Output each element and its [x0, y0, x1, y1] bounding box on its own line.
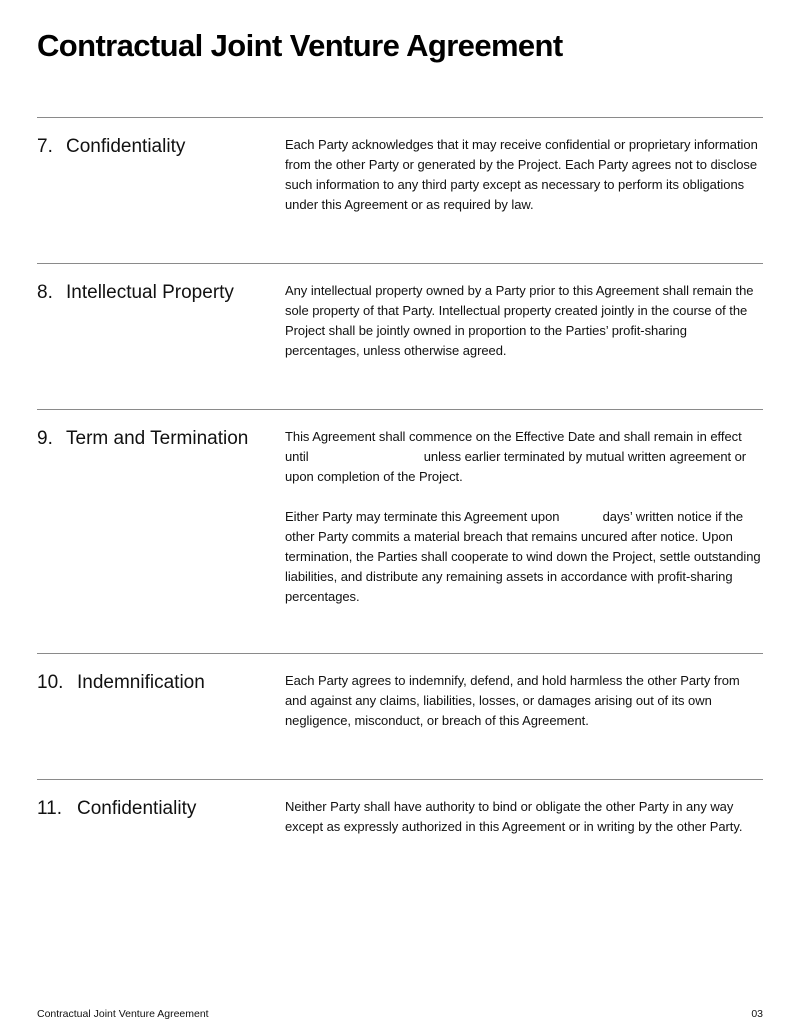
- section-body: [285, 671, 763, 731]
- section-indemnification: [37, 653, 763, 779]
- section-heading: [37, 428, 277, 450]
- page-title: Contractual Joint Venture Agreement: [37, 28, 563, 63]
- section-heading: [37, 672, 277, 694]
- section-title: Intellectual Property: [66, 282, 234, 303]
- section-paragraph: Each Party acknowledges that it may receive confidential or proprietary information from the other Party or generated by the Project. Each Party agrees not to disclose such information to any third party except as necessary to perform its obligations under this Agreement or as required by law.: [285, 137, 758, 212]
- section-number: 7.: [37, 136, 53, 157]
- term-text-end: unless earlier terminated by mutual written agreement or upon completion of the Project.: [285, 449, 747, 484]
- section-title: Indemnification: [77, 672, 205, 693]
- term-text-start: This Agreement shall commence on the Effective Date and shall remain in effect until: [285, 429, 742, 464]
- section-number: 11.: [37, 798, 63, 819]
- section-confidentiality: [37, 117, 763, 263]
- section-body: [285, 281, 763, 361]
- section-number: 9.: [37, 428, 53, 449]
- notice-text-start: Either Party may terminate this Agreement upon: [285, 509, 560, 524]
- section-authority: [37, 779, 763, 880]
- section-number: 8.: [37, 282, 53, 303]
- footer-title: Contractual Joint Venture Agreement: [37, 1008, 209, 1020]
- section-number: 10.: [37, 672, 64, 693]
- section-heading: [37, 136, 277, 158]
- section-title: Confidentiality: [77, 798, 197, 819]
- section-heading: [37, 282, 277, 304]
- section-body: [285, 797, 763, 837]
- section-title: Term and Termination: [66, 428, 249, 449]
- term-paragraph: [285, 427, 763, 487]
- section-body: [285, 135, 763, 215]
- section-body: [285, 427, 763, 607]
- notice-paragraph: [285, 507, 763, 607]
- section-intellectual-property: [37, 263, 763, 409]
- page-number: 03: [751, 1008, 763, 1020]
- section-paragraph: Any intellectual property owned by a Party prior to this Agreement shall remain the sole property of that Party. Intellectual property created jointly in the course of the Project shall be jointly owned in proportion to the Parties’ profit-sharing percentages, unless otherwise agreed.: [285, 283, 754, 358]
- section-paragraph: Neither Party shall have authority to bind or obligate the other Party in any way except as expressly authorized in this Agreement or in writing by the other Party.: [285, 799, 743, 834]
- page-footer: [37, 1008, 763, 1020]
- section-heading: [37, 798, 277, 820]
- section-title: Confidentiality: [66, 136, 186, 157]
- notice-text-end: days’ written notice if the other Party commits a material breach that remains uncured after notice. Upon termination, the Parties shall cooperate to wind down the Project, settle outstanding liabilities, and distribute any remaining assets in accordance with profit-sharing percentages.: [285, 509, 761, 604]
- section-paragraph: Each Party agrees to indemnify, defend, and hold harmless the other Party from and against any claims, liabilities, losses, or damages arising out of its own negligence, misconduct, or breach of this Agreement.: [285, 673, 740, 728]
- section-term-and-termination: [37, 409, 763, 653]
